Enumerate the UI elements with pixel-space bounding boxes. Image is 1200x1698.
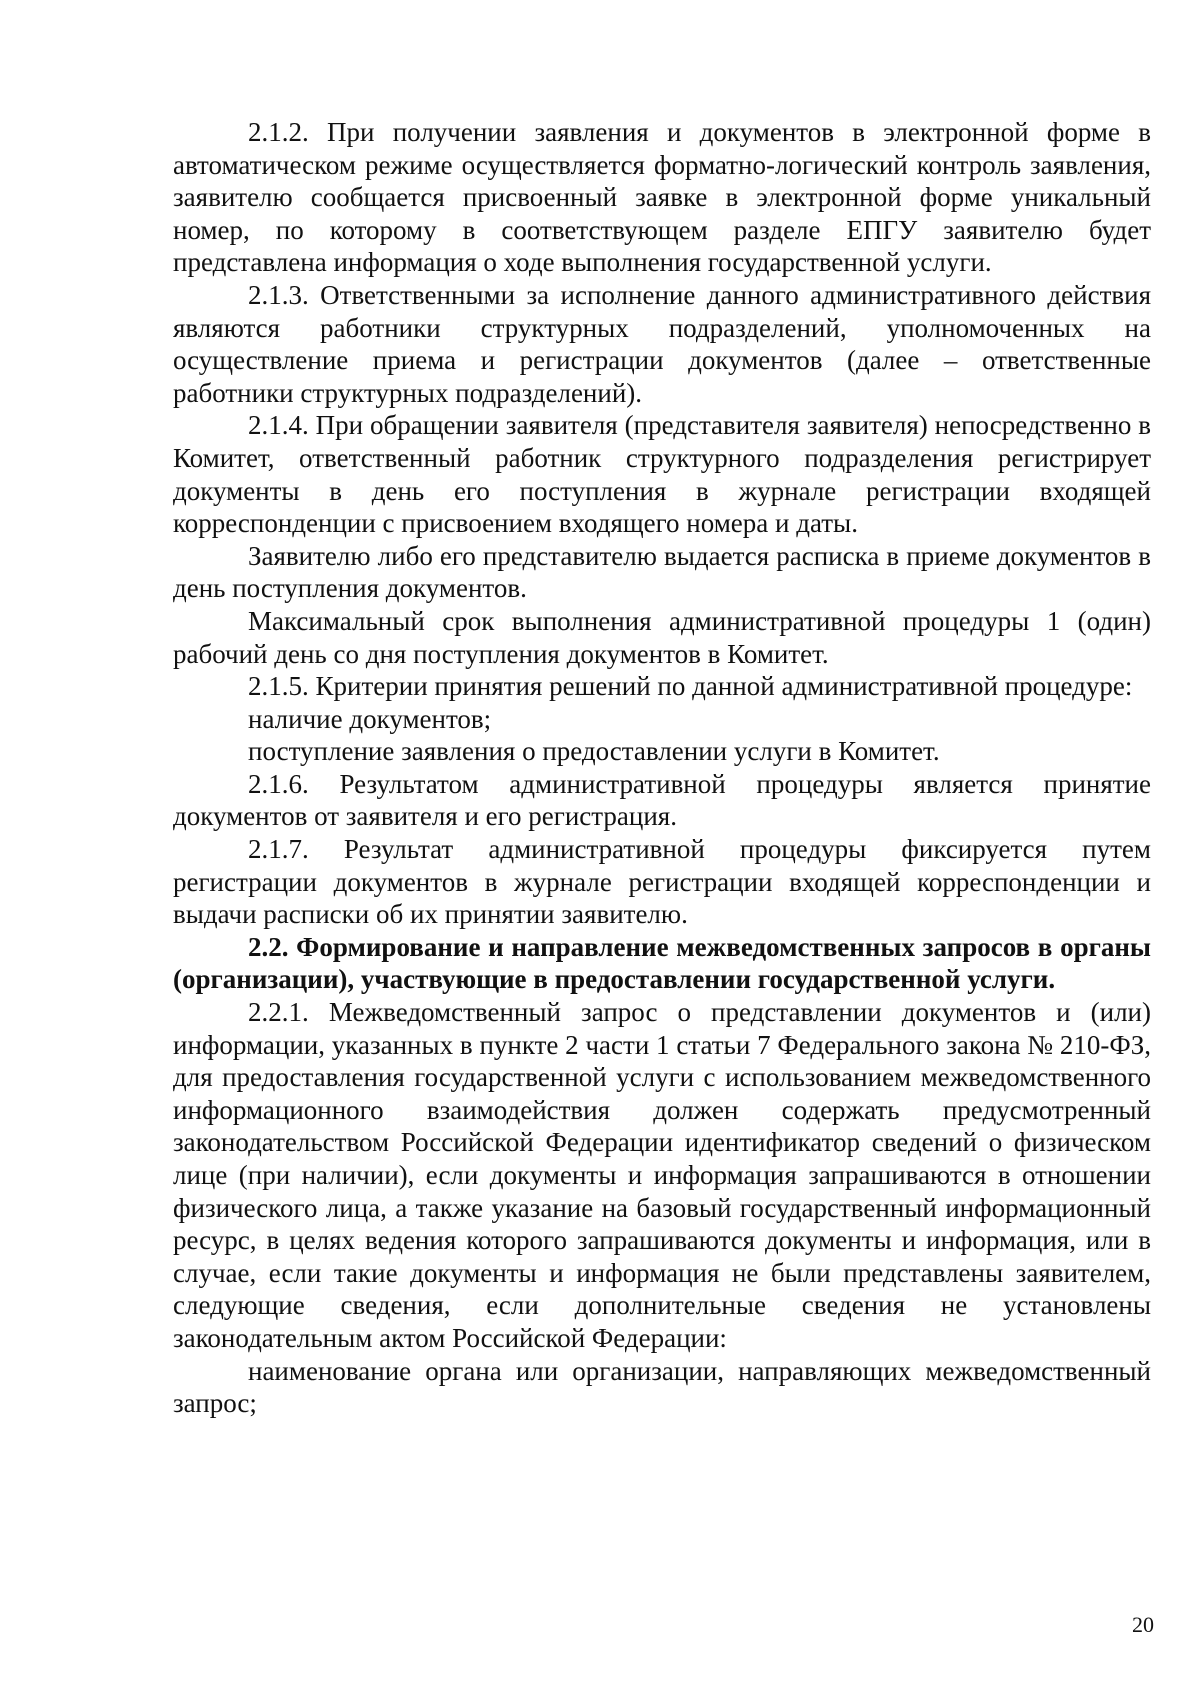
- paragraph-max-term: Максимальный срок выполнения административной процедуры 1 (один) рабочий день со дня поступления документов в Комитет.: [173, 605, 1151, 669]
- paragraph-2-2-1: 2.2.1. Межведомственный запрос о представлении документов и (или) информации, указанных в пункте 2 части 1 статьи 7 Федерального закона № 210-ФЗ, для предоставления государственной услуги с использованием межведомственного информационного взаимодействия должен содержать предусмотренный законодательством Российской Федерации идентификатор сведений о физическом лице (при наличии), если документы и информация запрашиваются в отношении физического лица, а также указание на базовый государственный информационный ресурс, в целях ведения которого запрашиваются документы и информация, или в случае, если такие документы и информация не были представлены заявителем, следующие сведения, если дополнительные сведения не установлены законодательным актом Российской Федерации:: [173, 997, 1151, 1353]
- paragraph-2-1-6: 2.1.6. Результатом административной процедуры является принятие документов от заявителя и его регистрация.: [173, 768, 1151, 832]
- section-heading-2-2: 2.2. Формирование и направление межведомственных запросов в органы (организации), участвующие в предоставлении государственной услуги.: [173, 931, 1151, 995]
- paragraph-2-1-4: 2.1.4. При обращении заявителя (представителя заявителя) непосредственно в Комитет, ответственный работник структурного подразделения регистрирует документы в день его поступления в журнале регистрации входящей корреспонденции с присвоением входящего номера и даты.: [173, 410, 1151, 539]
- page-number: 20: [1132, 1612, 1154, 1637]
- paragraph-2-1-7: 2.1.7. Результат административной процедуры фиксируется путем регистрации документов в журнале регистрации входящей корреспонденции и выдачи расписки об их принятии заявителю.: [173, 834, 1151, 930]
- paragraph-receipt: Заявителю либо его представителю выдается расписка в приеме документов в день поступления документов.: [173, 540, 1151, 604]
- paragraph-requesting-body: наименование органа или организации, направляющих межведомственный запрос;: [173, 1355, 1151, 1419]
- document-body: [173, 116, 1151, 1420]
- paragraph-criterion-application: поступление заявления о предоставлении услуги в Комитет.: [248, 736, 940, 767]
- paragraph-2-1-5: 2.1.5. Критерии принятия решений по данной административной процедуре:: [248, 671, 1133, 702]
- paragraph-criterion-documents: наличие документов;: [248, 703, 492, 734]
- paragraph-2-1-2: 2.1.2. При получении заявления и документов в электронной форме в автоматическом режиме осуществляется форматно-логический контроль заявления, заявителю сообщается присвоенный заявке в электронной форме уникальный номер, по которому в соответствующем разделе ЕПГУ заявителю будет представлена информация о ходе выполнения государственной услуги.: [173, 117, 1151, 278]
- paragraph-2-1-3: 2.1.3. Ответственными за исполнение данного административного действия являются работники структурных подразделений, уполномоченных на осуществление приема и регистрации документов (далее – ответственные работники структурных подразделений).: [173, 279, 1151, 408]
